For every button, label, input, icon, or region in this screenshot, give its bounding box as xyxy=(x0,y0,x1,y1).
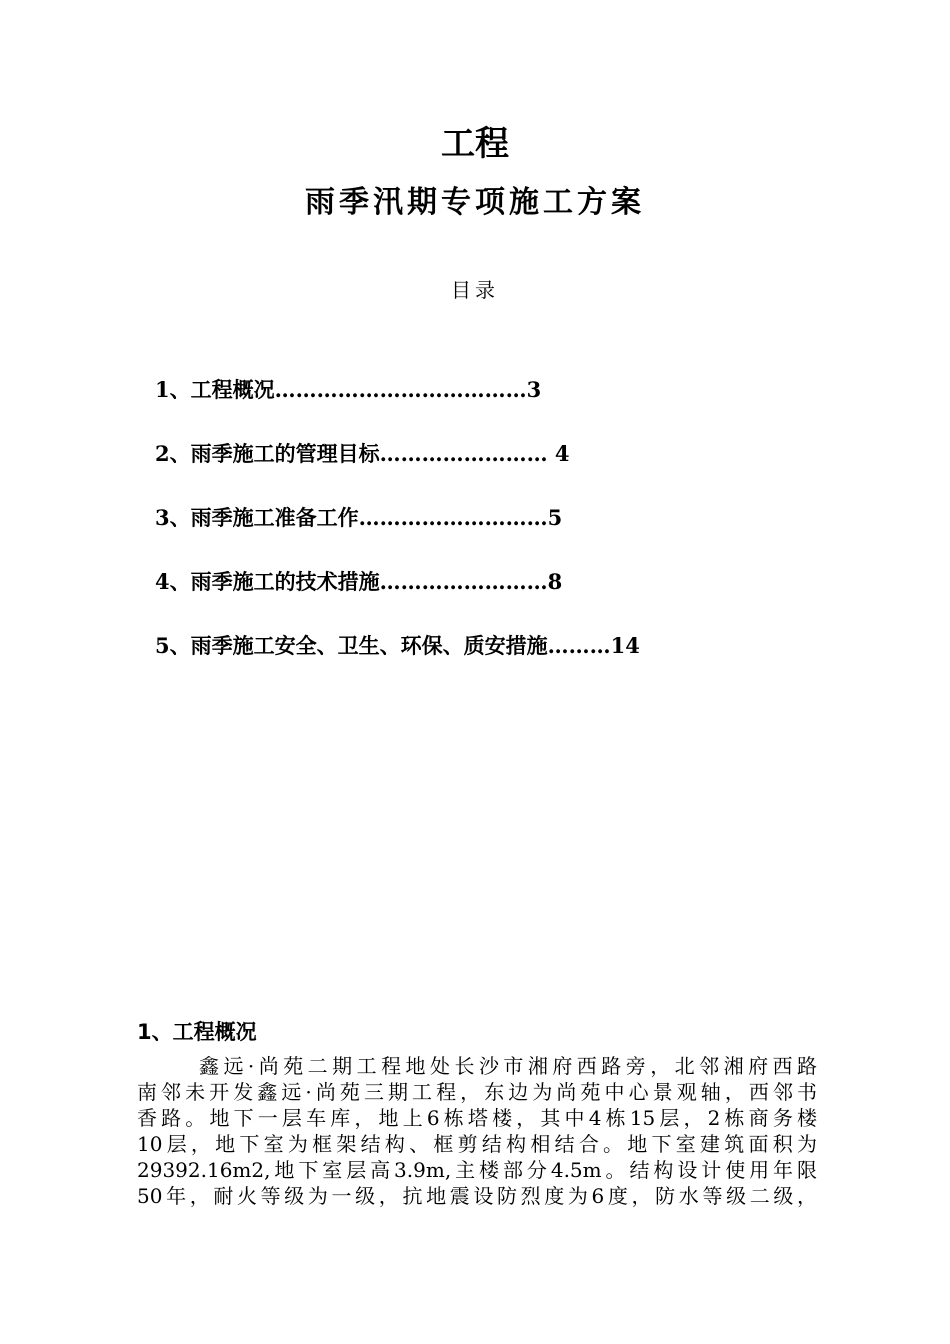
document-subtitle: 雨季汛期专项施工方案 xyxy=(305,185,645,220)
table-of-contents xyxy=(155,372,855,692)
paragraph-line: 10层，地下室为框架结构、框剪结构相结合。地下室建筑面积为 xyxy=(137,1132,817,1156)
toc-item-2: 2、雨季施工的管理目标…………………… 4 xyxy=(155,441,570,466)
section-heading-project-overview: 1、工程概况 xyxy=(137,1020,257,1044)
paragraph-line: 鑫远·尚苑二期工程地处长沙市湘府西路旁，北邻湘府西路 xyxy=(199,1054,817,1078)
document-title: 工程 xyxy=(441,124,509,164)
toc-item-5: 5、雨季施工安全、卫生、环保、质安措施………14 xyxy=(155,633,640,658)
project-overview-paragraph xyxy=(137,1053,817,1209)
toc-item-3: 3、雨季施工准备工作………………………5 xyxy=(155,505,563,530)
toc-heading: 目录 xyxy=(451,278,499,302)
toc-item-4: 4、雨季施工的技术措施……………………8 xyxy=(155,569,563,594)
toc-item-1: 1、工程概况………………………………3 xyxy=(155,377,542,402)
paragraph-line: 50年，耐火等级为一级，抗地震设防烈度为6度，防水等级二级， xyxy=(137,1184,817,1208)
paragraph-line: 南邻未开发鑫远·尚苑三期工程，东边为尚苑中心景观轴，西邻书 xyxy=(137,1080,817,1104)
paragraph-line: 29392.16m2,地下室层高3.9m,主楼部分4.5m。结构设计使用年限 xyxy=(137,1158,817,1182)
paragraph-line: 香路。地下一层车库，地上6栋塔楼，其中4栋15层，2栋商务楼 xyxy=(137,1106,817,1130)
